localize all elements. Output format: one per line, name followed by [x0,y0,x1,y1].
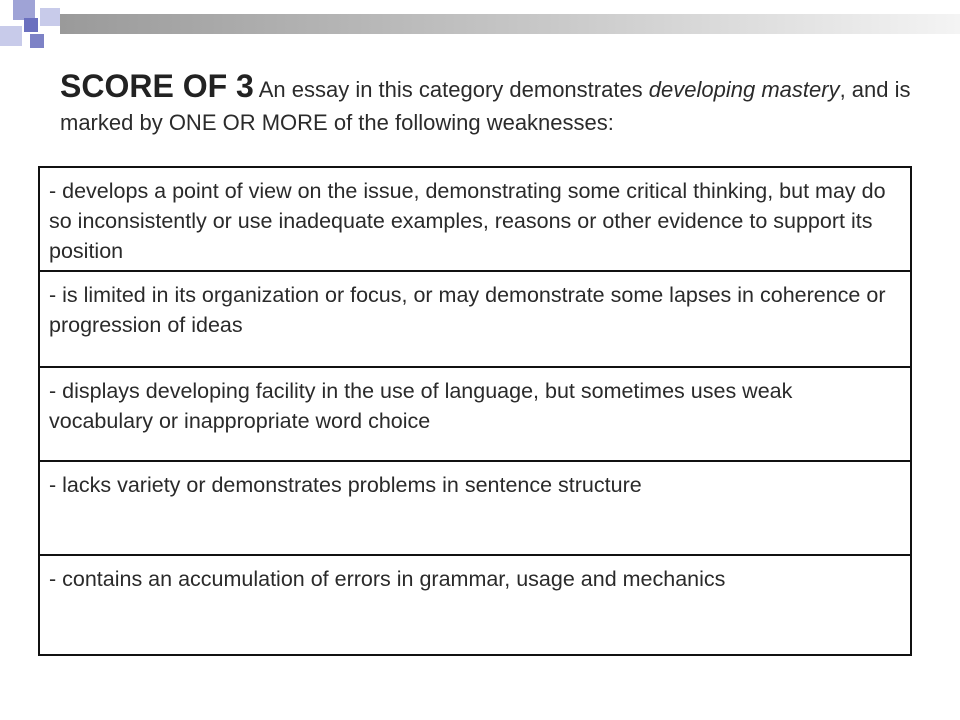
decor-square [24,18,38,32]
score-heading: SCORE OF 3 [60,68,254,104]
slide-title [60,70,920,139]
title-italic: developing mastery [648,77,840,102]
decor-square [0,26,22,46]
criteria-row-5: - contains an accumulation of errors in grammar, usage and mechanics [49,567,726,591]
criteria-row-3: - displays developing facility in the use of language, but sometimes uses weak vocabulary or inappropriate word choice [40,368,910,462]
decor-square [30,34,44,48]
decor-square [13,0,35,20]
criteria-row-1: - develops a point of view on the issue, demonstrating some critical thinking, but may do so inconsistently or use inadequate examples, reasons or other evidence to support its position [40,168,910,272]
criteria-row-4: - lacks variety or demonstrates problems in sentence structure [40,462,910,556]
header-gradient-bar [60,14,960,34]
criteria-table [38,166,912,656]
title-text-1: An essay in this category demonstrates [253,77,649,102]
decor-square [40,8,60,26]
title-text-2: , and is marked by ONE OR MORE of the following weaknesses: [60,77,911,135]
criteria-row-2: - is limited in its organization or focus, or may demonstrate some lapses in coherence or progression of ideas [40,272,910,368]
